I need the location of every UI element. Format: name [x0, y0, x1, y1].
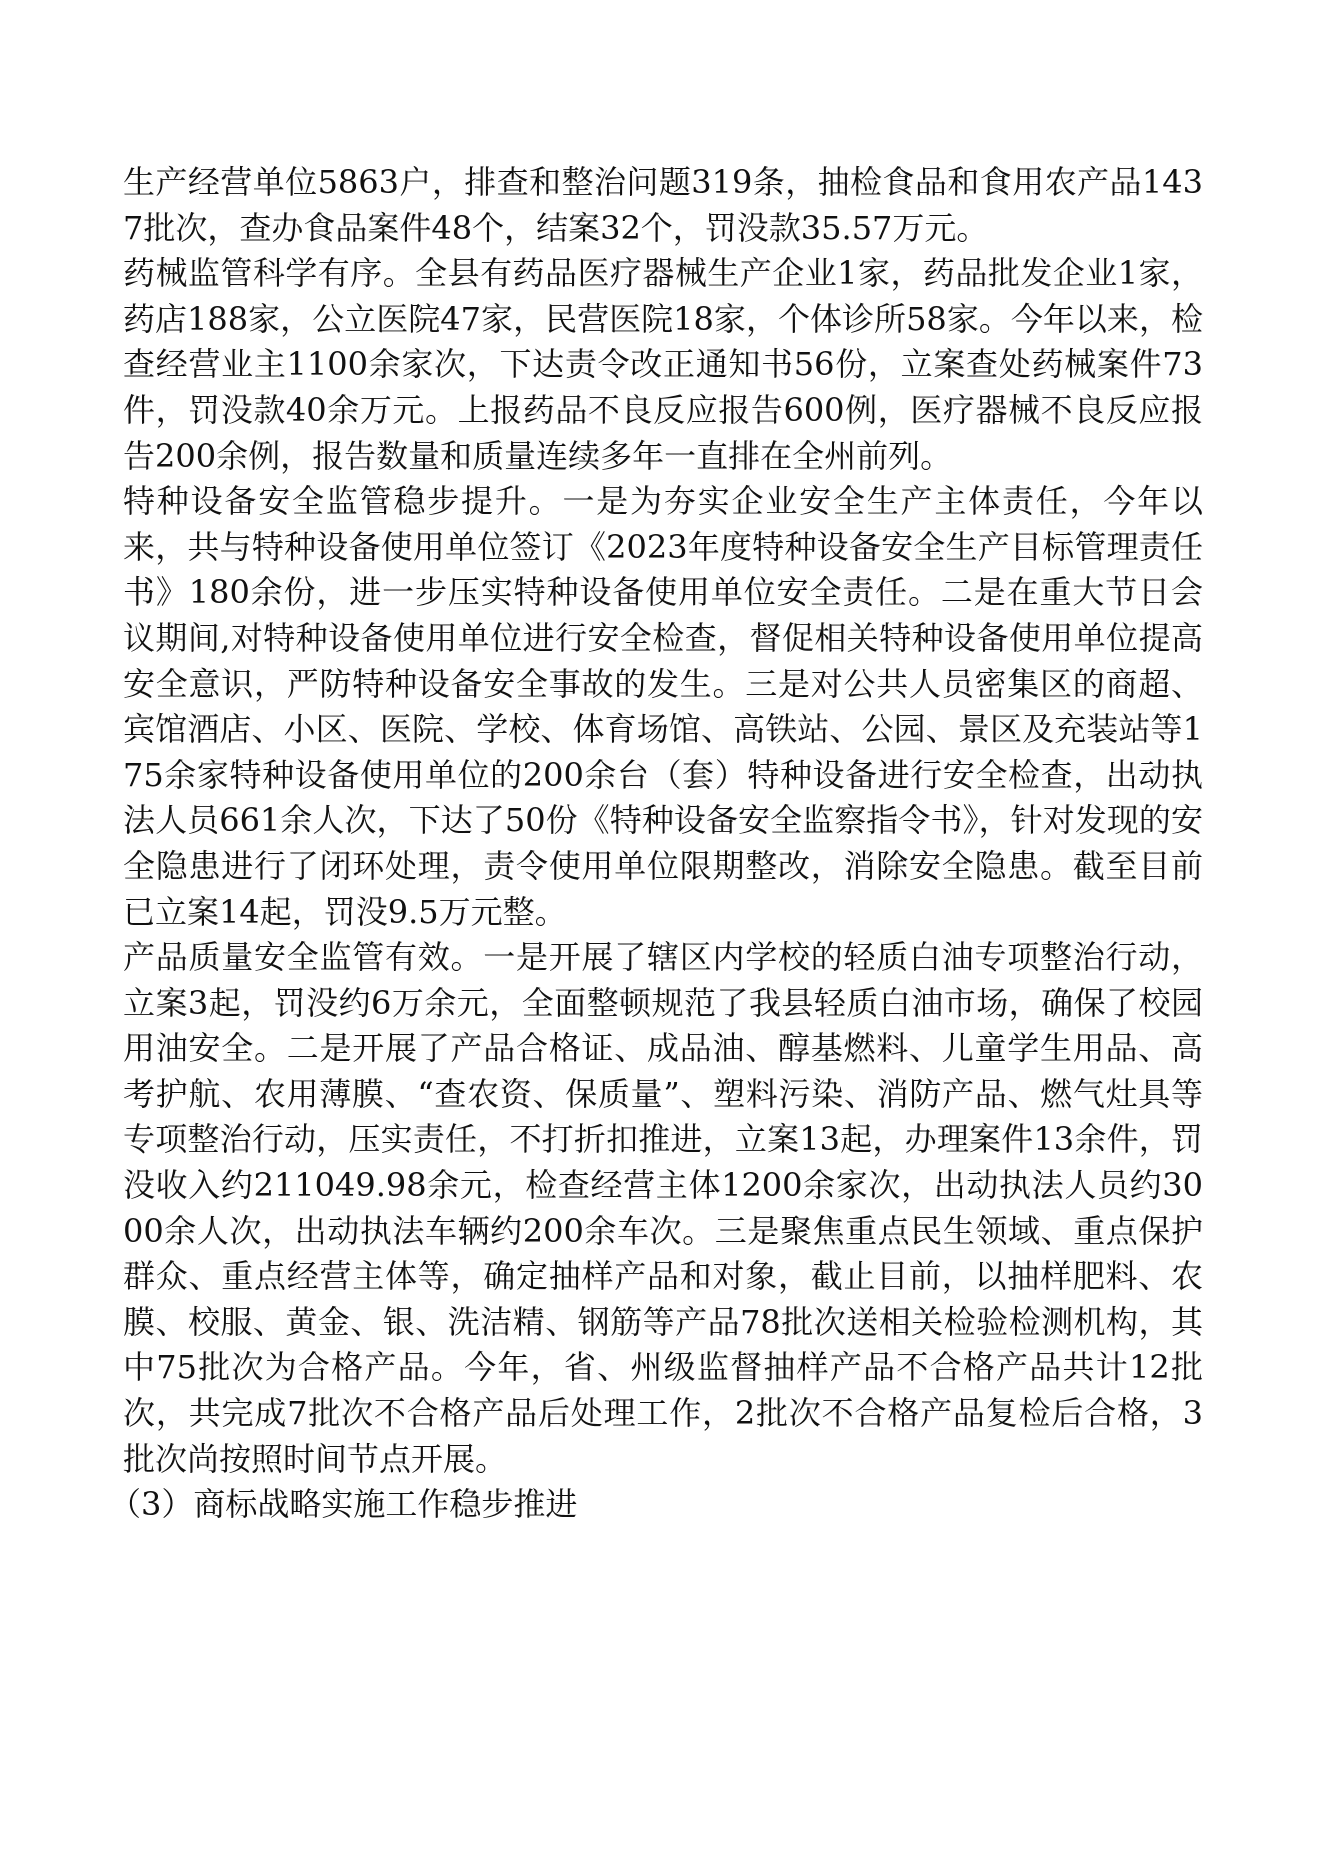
paragraph-product-quality-safety: 产品质量安全监管有效。一是开展了辖区内学校的轻质白油专项整治行动，立案3起，罚没约6万余元，全面整顿规范了我县轻质白油市场，确保了校园用油安全。二是开展了产品合格证、成品油、醇基燃料、儿童学生用品、高考护航、农用薄膜、“查农资、保质量”、塑料污染、消防产品、燃气灶具等专项整治行动，压实责任，不打折扣推进，立案13起，办理案件13余件，罚没收入约211049.98余元，检查经营主体1200余家次，出动执法人员约3000余人次，出动执法车辆约200余车次。三是聚焦重点民生领域、重点保护群众、重点经营主体等，确定抽样产品和对象，截止目前，以抽样肥料、农膜、校服、黄金、银、洗洁精、钢筋等产品78批次送相关检验检测机构，其中75批次为合格产品。今年，省、州级监督抽样产品不合格产品共计12批次，共完成7批次不合格产品后处理工作，2批次不合格产品复检后合格，3批次尚按照时间节点开展。: [123, 938, 1203, 1478]
section-heading-trademark-strategy: （3）商标战略实施工作稳步推进: [109, 1485, 578, 1524]
document-body: [109, 160, 1203, 1528]
paragraph-food-safety: 生产经营单位5863户，排查和整治问题319条，抽检食品和食用农产品1437批次，查办食品案件48个，结案32个，罚没款35.57万元。: [123, 163, 1203, 247]
paragraph-drug-device-supervision: 药械监管科学有序。全县有药品医疗器械生产企业1家，药品批发企业1家，药店188家，公立医院47家，民营医院18家，个体诊所58家。今年以来，检查经营业主1100余家次，下达责令改正通知书56份，立案查处药械案件73件，罚没款40余万元。上报药品不良反应报告600例，医疗器械不良反应报告200余例，报告数量和质量连续多年一直排在全州前列。: [123, 254, 1203, 475]
paragraph-special-equipment-safety: 特种设备安全监管稳步提升。一是为夯实企业安全生产主体责任，今年以来，共与特种设备使用单位签订《2023年度特种设备安全生产目标管理责任书》180余份，进一步压实特种设备使用单位安全责任。二是在重大节日会议期间,对特种设备使用单位进行安全检查，督促相关特种设备使用单位提高安全意识，严防特种设备安全事故的发生。三是对公共人员密集区的商超、宾馆酒店、小区、医院、学校、体育场馆、高铁站、公园、景区及充装站等175余家特种设备使用单位的200余台（套）特种设备进行安全检查，出动执法人员661余人次，下达了50份《特种设备安全监察指令书》，针对发现的安全隐患进行了闭环处理，责令使用单位限期整改，消除安全隐患。截至目前已立案14起，罚没9.5万元整。: [123, 482, 1203, 931]
